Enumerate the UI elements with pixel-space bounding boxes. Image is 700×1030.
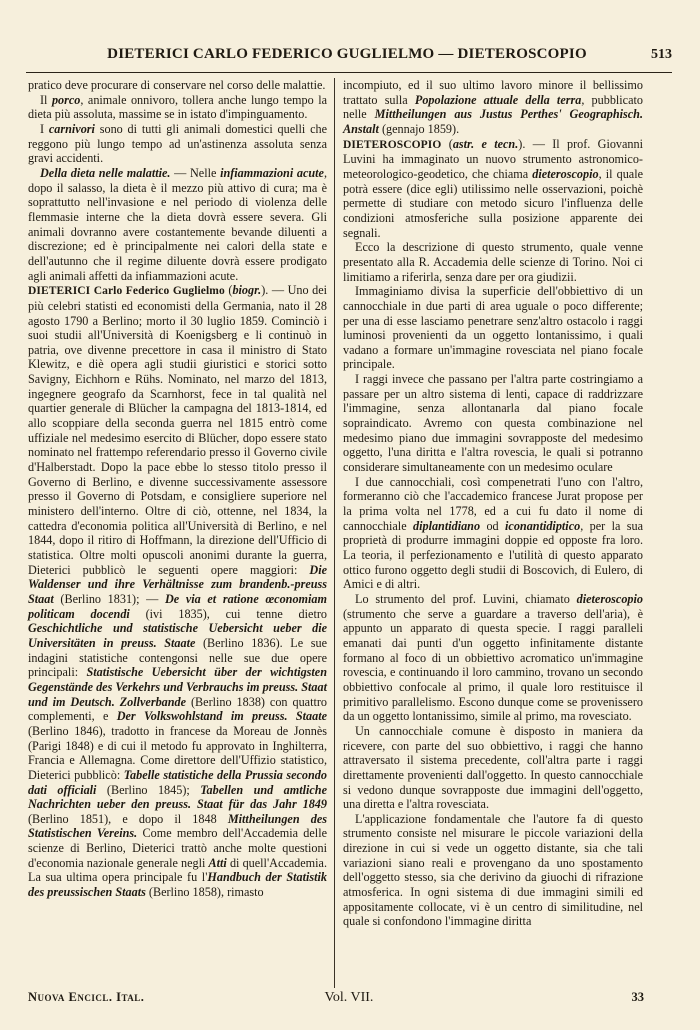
- book-title: Mittheilungen aus Justus Perthes' Geographisch. Anstalt: [343, 107, 643, 136]
- text: — Nelle: [170, 165, 221, 180]
- text: (gennajo 1859).: [378, 121, 460, 136]
- book-title: Geschichtliche und statistische Uebersicht ueber die Universitäten in preuss. Staate: [28, 621, 327, 650]
- italic-term: iconantidiptico: [505, 518, 581, 533]
- left-column: [28, 78, 327, 900]
- footer-publication: Nuova Encicl. Ital.: [28, 990, 145, 1004]
- text: Ecco la descrizione di questo strumento, quale venne presentato alla R. Accademia delle scienze di Torino. Noi ci limitiamo a riferirla, senza dare per ora giudizii.: [343, 240, 643, 284]
- running-head: [22, 46, 672, 68]
- italic-term: porco: [51, 92, 81, 107]
- footer-signature: 33: [631, 990, 644, 1004]
- text: (Berlino 1845);: [96, 782, 201, 797]
- italic-term: Atti: [208, 855, 227, 870]
- italic-term: diplantidiano: [413, 518, 481, 533]
- text: (strumento che serve a guardare a traverso dell'aria), è appunto un apparato di questa specie. I raggi paralleli emanati dai punti d'un oggetto infinitamente distante formano al foco di un obbiettivo acromatico un'immagine rovescia, e continuando il loro cammino, trovano un secondo obbiettivo confocale al primo, il quale loro restituisce il primitivo parallelismo. Escono dunque come se provenissero da un oggetto lontanissimo, simile al primo, ma rovesciato.: [343, 606, 643, 724]
- entry-headword: DIETERICI Carlo Federico Guglielmo: [28, 285, 225, 298]
- entry-dieteroscopio: [343, 137, 643, 241]
- running-title: DIETERICI CARLO FEDERICO GUGLIELMO — DIETEROSCOPIO: [107, 46, 587, 62]
- paragraph: [28, 93, 327, 122]
- text: , il quale potrà essere (dice egli) utilissimo nelle osservazioni, poichè permette di studiare con metodo sicuro l'influenza delle condizioni atmosferiche sulla posizione apparente dei segnali.: [343, 166, 643, 240]
- text: sono di tutti gli animali domestici quelli che reggono più lungo tempo ad un'astinenza assoluta senza gravi accidenti.: [28, 121, 327, 166]
- text: Lo strumento del prof. Luvini, chiamato: [355, 591, 577, 606]
- book-title: De via et ratione œconomiam politicam docendi: [28, 591, 327, 621]
- book-title: Der Volkswohlstand im preuss. Staate: [116, 709, 327, 724]
- book-title: Tabelle statistiche della Prussia secondo dati officiali: [28, 767, 327, 797]
- text: pratico deve procurare di conservare nel corso delle malattie.: [28, 78, 326, 92]
- entry-dieterici: [28, 283, 327, 900]
- text: (ivi 1835), cui tenne dietro: [129, 606, 327, 621]
- text: Immaginiamo divisa la superficie dell'obbiettivo di un cannocchiale in due parti di area uguale o poco differente; per una di esse lasciamo penetrare senz'altro ostacolo i raggi luminosi provenienti da un oggetto lontanissimo, i quali vadano a formare un'immagine rovesciata nel piano focale principale.: [343, 284, 643, 372]
- text: (Berlino 1846), tradotto in francese da Moreau de Jonnès (Parigi 1848) e di cui il metodo fu approvato in Inghilterra, Francia e Allemagna. Come direttore dell'Uffizio statistico, Dieterici pubblicò:: [28, 723, 327, 782]
- book-title: Statistische Uebersicht über der wichtigsten Gegenstände des Verkehrs und Verbrauchs im preuss. Staat und im Deutsch. Zollverbande: [28, 665, 327, 709]
- paragraph: [343, 592, 643, 724]
- text: I due cannocchiali, così compenetrati l'uno con l'altro, formeranno ciò che l'accademico francese Jurat propose per la prima volta nel 1778, ed a cui fu dato il nome di cannocchiale: [343, 474, 643, 533]
- paragraph: [28, 122, 327, 166]
- text: (: [441, 136, 453, 151]
- paragraph: [28, 166, 327, 283]
- paragraph: [343, 240, 643, 284]
- text: , animale onnivoro, tollera anche lungo tempo la dieta più assoluta, massime se in istato d'impinguamento.: [28, 92, 327, 122]
- footer-volume: Vol. VII.: [324, 990, 374, 1005]
- text: Il: [40, 92, 52, 107]
- italic-term: biogr.: [232, 283, 262, 298]
- text: , per la sua proprietà di produrre immagini doppie ed opposte fra loro. La teoria, il perfezionamento e l'utilità di questo apparato ottico furono oggetto degli studii di Boscovich, di Eulero, di Amici e di altri.: [343, 518, 644, 592]
- column-divider: [334, 78, 335, 988]
- text: (Berlino 1838) con quattro complementi, e: [28, 694, 327, 724]
- book-title: Handbuch der Statistik des preussischen Staats: [28, 870, 327, 900]
- paragraph: [343, 78, 643, 137]
- text: (Berlino 1851), e dopo il 1848: [28, 811, 228, 826]
- text: ). — Il prof. Giovanni Luvini ha immaginato un nuovo strumento astronomico-meteorologico-geodetico, che chiama: [343, 136, 644, 181]
- text: , pubblicato nelle: [343, 92, 643, 122]
- text: , dopo il salasso, la dieta è il mezzo più attivo di cura; ma è soprattutto nell'invasione e nel periodo di violenza delle flemmasie interne che la dieta dovrà essere severa. Gli animali dovranno avere costantemente bevande diluenti a discrezione; ed è principalmente nei calori della state e dell'autunno che il regime diluente dovrà essere prodigato agli animali affetti da infiammazioni acute.: [28, 165, 327, 283]
- text: (Berlino 1831); —: [53, 591, 165, 606]
- text: ). — Uno dei più celebri statisti ed economisti della Germania, nato il 28 agosto 1790 a Berlino; morto il 30 luglio 1859. Cominciò i suoi studii all'Università di Koenigsberg e li continuò in patria, ove divenne precettore in casa il ministro di Stato Klewitz, e diè opera agli studii giuristici e storici sotto Savigny, Eichhorn e Rühs. Nominato, nel marzo del 1813, ingegnere geografo da Scarnhorst, fece in tal qualità nel quartier generale di Blücher la campagna del 1813-1814, ed allo scoppiare della seconda guerra nel 1815 entrò come uffiziale nel medesimo esercito di Blücher, dopo essere stato nominato nel frattempo referendario presso il Governo civile d'Halberstadt. Dopo la pace ebbe lo stesso titolo presso il Governo di Berlino, e divenne successivamente assessore presso il Governo di Potsdam, e consigliere superiore nel ministero dell'interno. Oltre di ciò, ottenne, nel 1834, la cattedra d'economia politica all'Università di Berlino, e nel 1844, dopo il ritiro di Hoffmann, la direzione dell'Ufficio di statistica. Oltre molti opuscoli anonimi durante la guerra, Dieterici pubblicò le seguenti opere maggiori:: [28, 283, 328, 577]
- italic-term: infiammazioni acute: [220, 165, 324, 180]
- text: Un cannocchiale comune è disposto in maniera da ricevere, con parte del suo obbiettivo, i raggi che hanno attraversato il sistema precedente, coll'altra parte i raggi direttamente provenienti dall'oggetto. In questo cannocchiale si vedono dunque sovrapposte due immagini dell'oggetto, una diretta e l'altra rovesciata.: [343, 723, 643, 812]
- italic-term: dieteroscopio: [576, 591, 643, 606]
- text: (Berlino 1836). Le sue indagini statistiche contengonsi nelle sue due opere principali:: [28, 635, 327, 680]
- text: (Berlino 1858), rimasto: [145, 885, 264, 900]
- right-column: [343, 78, 643, 929]
- italic-term: dieteroscopio: [532, 166, 599, 181]
- section-heading: Della dieta nelle malattie.: [40, 165, 171, 180]
- text: di quell'Accademia. La sua ultima opera principale fu l': [28, 855, 327, 885]
- book-title: Die Waldenser und ihre Verhältnisse zum brandenb.-preuss Staat: [28, 562, 327, 606]
- book-title: Mittheilungen des Statistischen Vereins.: [28, 811, 327, 841]
- paragraph: [343, 284, 643, 372]
- book-title: Popolazione attuale della terra: [414, 92, 582, 107]
- text: I: [40, 121, 49, 136]
- page-number: 513: [651, 47, 672, 62]
- paragraph: [343, 812, 643, 929]
- page-footer: [28, 990, 670, 1008]
- text: I raggi invece che passano per l'altra parte costringiamo a passare per un altro sistema di lenti, capace di raddrizzare l'immagine, senza allontanarla dal piano focale sopraindicato. Avremo con questa combinazione nel medesimo piano due immagini sovrapposte del medesimo oggetto, l'una diritta e l'altra rovescia, le quali si potranno considerare simultaneamente con un medesimo oculare: [343, 372, 643, 475]
- text: od: [480, 518, 506, 533]
- paragraph: [343, 724, 643, 812]
- text: incompiuto, ed il suo ultimo lavoro minore il bellissimo trattato sulla: [343, 78, 643, 107]
- book-title: Tabellen und amtliche Nachrichten ueber den preuss. Staat für das Jahr 1849: [28, 782, 327, 812]
- header-rule: [26, 72, 672, 73]
- italic-term: carnivori: [48, 121, 95, 136]
- text: L'applicazione fondamentale che l'autore fa di questo strumento consiste nel misurare le piccole variazioni della direzione in cui si vede un oggetto distante, sia che tali variazioni siano reali e provengano da uno spostamento dell'oggetto stesso, sia che derivino da giuochi di rifrazione atmosferica. In ogni sistema di due immagini simili ed appositamente collocate, vi è un centro di similitudine, nel quale si confondono l'immagine diritta: [343, 811, 643, 929]
- entry-headword: DIETEROSCOPIO: [343, 138, 442, 151]
- italic-term: astr. e tecn.: [452, 136, 519, 151]
- paragraph: [343, 475, 643, 592]
- paragraph: [343, 372, 643, 475]
- text: (: [224, 283, 233, 298]
- text: Come membro dell'Accademia delle scienze di Berlino, Dieterici trattò anche molte questioni d'economia nazionale generale negli: [28, 826, 327, 870]
- paragraph: [28, 78, 327, 93]
